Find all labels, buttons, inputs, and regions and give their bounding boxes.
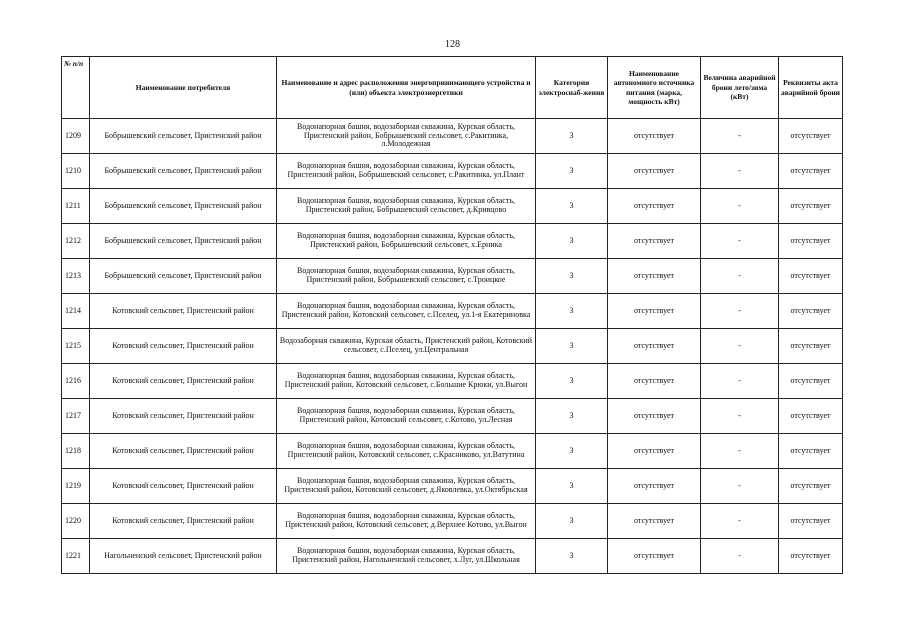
table-row — [62, 539, 843, 574]
cell-number: 1215 — [62, 329, 90, 364]
table-row — [62, 469, 843, 504]
table-header-row — [62, 57, 843, 119]
cell-number: 1221 — [62, 539, 90, 574]
table-row — [62, 399, 843, 434]
cell-reserve: - — [701, 224, 779, 259]
header-power-source: Наименование автономного источника питания (марка, мощность кВт) — [608, 57, 701, 119]
cell-address: Водонапорная башня, водозаборная скважина, Курская область, Пристенский район, Бобрышевский сельсовет, д.Кривцово — [277, 189, 536, 224]
cell-consumer: Котовский сельсовет, Пристенский район — [90, 399, 277, 434]
cell-category: 3 — [536, 469, 608, 504]
cell-number: 1209 — [62, 119, 90, 154]
cell-reserve: - — [701, 469, 779, 504]
cell-address: Водонапорная башня, водозаборная скважина, Курская область, Пристенский район, Котовский сельсовет, д.Яковлевка, ул.Октябрьская — [277, 469, 536, 504]
cell-number: 1212 — [62, 224, 90, 259]
cell-power-source: отсутствует — [608, 469, 701, 504]
cell-number: 1210 — [62, 154, 90, 189]
cell-consumer: Котовский сельсовет, Пристенский район — [90, 294, 277, 329]
cell-address: Водозаборная скважина, Курская область, Пристенский район, Котовский сельсовет, с.Пселец, ул.Центральная — [277, 329, 536, 364]
cell-act: отсутствует — [779, 294, 843, 329]
cell-reserve: - — [701, 399, 779, 434]
cell-category: 3 — [536, 154, 608, 189]
cell-address: Водонапорная башня, водозаборная скважина, Курская область, Пристенский район, Нагольненский сельсовет, х.Луг, ул.Школьная — [277, 539, 536, 574]
cell-address: Водонапорная башня, водозаборная скважина, Курская область, Пристенский район, Бобрышевский сельсовет, х.Ерника — [277, 224, 536, 259]
cell-act: отсутствует — [779, 259, 843, 294]
cell-act: отсутствует — [779, 119, 843, 154]
cell-number: 1219 — [62, 469, 90, 504]
table-row — [62, 434, 843, 469]
cell-category: 3 — [536, 434, 608, 469]
cell-reserve: - — [701, 154, 779, 189]
cell-power-source: отсутствует — [608, 539, 701, 574]
cell-category: 3 — [536, 294, 608, 329]
cell-category: 3 — [536, 364, 608, 399]
cell-act: отсутствует — [779, 189, 843, 224]
cell-power-source: отсутствует — [608, 189, 701, 224]
cell-act: отсутствует — [779, 224, 843, 259]
cell-act: отсутствует — [779, 504, 843, 539]
header-number: № п/п — [62, 57, 90, 119]
cell-reserve: - — [701, 294, 779, 329]
cell-act: отсутствует — [779, 469, 843, 504]
cell-category: 3 — [536, 189, 608, 224]
cell-consumer: Бобрышевский сельсовет, Пристенский район — [90, 119, 277, 154]
cell-power-source: отсутствует — [608, 259, 701, 294]
table-row — [62, 224, 843, 259]
cell-consumer: Котовский сельсовет, Пристенский район — [90, 329, 277, 364]
cell-address: Водонапорная башня, водозаборная скважина, Курская область, Пристенский район, Котовский сельсовет, с.Красниково, ул.Ватутина — [277, 434, 536, 469]
cell-act: отсутствует — [779, 364, 843, 399]
cell-power-source: отсутствует — [608, 434, 701, 469]
cell-number: 1214 — [62, 294, 90, 329]
page-number: 128 — [445, 39, 460, 50]
cell-number: 1213 — [62, 259, 90, 294]
cell-address: Водонапорная башня, водозаборная скважина, Курская область, Пристенский район, Бобрышевский сельсовет, с.Троицкое — [277, 259, 536, 294]
header-act: Реквизиты акта аварийной брони — [779, 57, 843, 119]
cell-power-source: отсутствует — [608, 224, 701, 259]
cell-act: отсутствует — [779, 539, 843, 574]
cell-category: 3 — [536, 399, 608, 434]
cell-act: отсутствует — [779, 434, 843, 469]
consumers-table — [61, 56, 843, 574]
cell-number: 1211 — [62, 189, 90, 224]
table-body — [62, 119, 843, 574]
cell-address: Водонапорная башня, водозаборная скважина, Курская область, Пристенский район, Котовский сельсовет, д.Верхнее Котово, ул.Выгон — [277, 504, 536, 539]
cell-consumer: Нагольненский сельсовет, Пристенский район — [90, 539, 277, 574]
cell-reserve: - — [701, 119, 779, 154]
cell-category: 3 — [536, 504, 608, 539]
cell-act: отсутствует — [779, 154, 843, 189]
table-row — [62, 329, 843, 364]
header-consumer: Наименование потребителя — [90, 57, 277, 119]
cell-power-source: отсутствует — [608, 364, 701, 399]
cell-reserve: - — [701, 259, 779, 294]
cell-consumer: Бобрышевский сельсовет, Пристенский район — [90, 224, 277, 259]
cell-power-source: отсутствует — [608, 294, 701, 329]
cell-category: 3 — [536, 224, 608, 259]
cell-consumer: Котовский сельсовет, Пристенский район — [90, 364, 277, 399]
cell-reserve: - — [701, 434, 779, 469]
cell-consumer: Бобрышевский сельсовет, Пристенский район — [90, 259, 277, 294]
cell-number: 1216 — [62, 364, 90, 399]
cell-consumer: Бобрышевский сельсовет, Пристенский район — [90, 154, 277, 189]
cell-consumer: Котовский сельсовет, Пристенский район — [90, 434, 277, 469]
cell-power-source: отсутствует — [608, 154, 701, 189]
cell-address: Водонапорная башня, водозаборная скважина, Курская область, Пристенский район, Бобрышевский сельсовет, с.Ракитинка, ул.Плант — [277, 154, 536, 189]
table-row — [62, 259, 843, 294]
cell-number: 1218 — [62, 434, 90, 469]
cell-consumer: Котовский сельсовет, Пристенский район — [90, 504, 277, 539]
table-row — [62, 189, 843, 224]
header-reserve: Величина аварийной брони лето/зима (кВт) — [701, 57, 779, 119]
table-row — [62, 119, 843, 154]
cell-address: Водонапорная башня, водозаборная скважина, Курская область, Пристенский район, Бобрышевский сельсовет, с.Ракитинка, л.Молодежная — [277, 119, 536, 154]
table-row — [62, 154, 843, 189]
cell-address: Водонапорная башня, водозаборная скважина, Курская область, Пристенский район, Котовский сельсовет, с.Котово, ул.Лесная — [277, 399, 536, 434]
cell-power-source: отсутствует — [608, 504, 701, 539]
header-category: Категория электроснаб-жения — [536, 57, 608, 119]
cell-reserve: - — [701, 329, 779, 364]
cell-reserve: - — [701, 189, 779, 224]
cell-number: 1217 — [62, 399, 90, 434]
table-row — [62, 504, 843, 539]
table-row — [62, 364, 843, 399]
cell-consumer: Бобрышевский сельсовет, Пристенский район — [90, 189, 277, 224]
cell-act: отсутствует — [779, 329, 843, 364]
cell-reserve: - — [701, 364, 779, 399]
cell-reserve: - — [701, 504, 779, 539]
cell-power-source: отсутствует — [608, 399, 701, 434]
cell-consumer: Котовский сельсовет, Пристенский район — [90, 469, 277, 504]
cell-category: 3 — [536, 259, 608, 294]
cell-address: Водонапорная башня, водозаборная скважина, Курская область, Пристенский район, Котовский сельсовет, с.Пселец, ул.1-я Екатериновка — [277, 294, 536, 329]
cell-category: 3 — [536, 539, 608, 574]
cell-category: 3 — [536, 119, 608, 154]
cell-category: 3 — [536, 329, 608, 364]
cell-number: 1220 — [62, 504, 90, 539]
cell-power-source: отсутствует — [608, 329, 701, 364]
cell-power-source: отсутствует — [608, 119, 701, 154]
cell-reserve: - — [701, 539, 779, 574]
cell-act: отсутствует — [779, 399, 843, 434]
cell-address: Водонапорная башня, водозаборная скважина, Курская область, Пристенский район, Котовский сельсовет, с.Большие Крюки, ул.Выгон — [277, 364, 536, 399]
header-address: Наименование и адрес расположения энергопринимающего устройства и (или) объекта электроэнергетики — [277, 57, 536, 119]
table-row — [62, 294, 843, 329]
